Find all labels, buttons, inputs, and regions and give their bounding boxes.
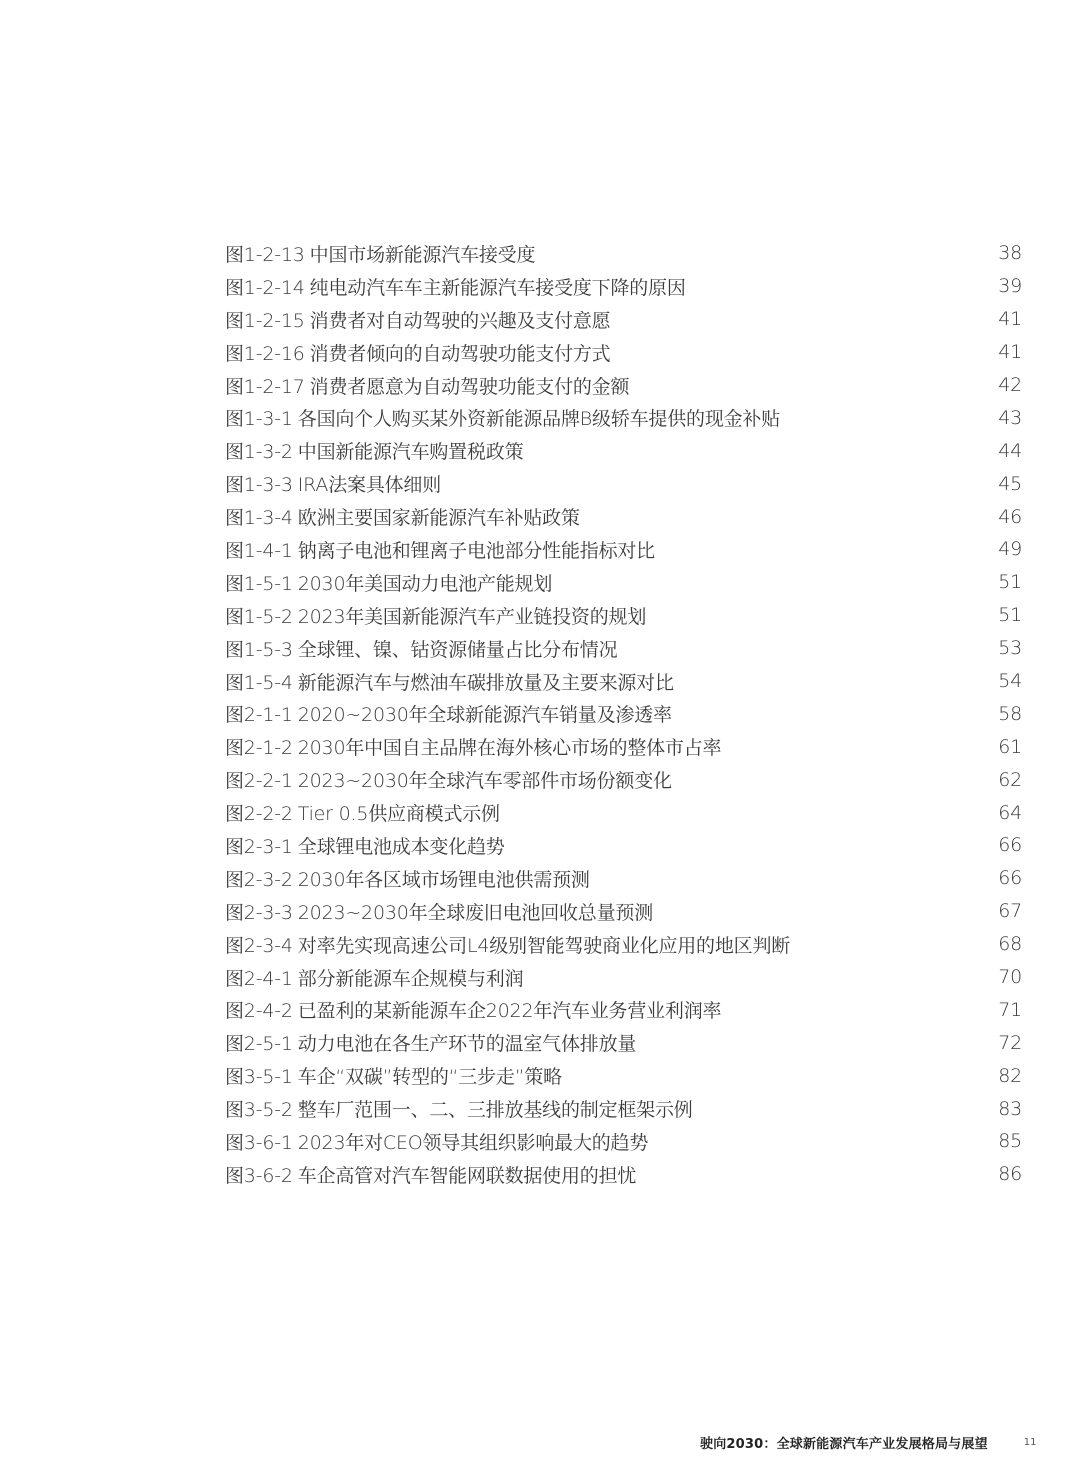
figure-number: 图2-4-2 bbox=[225, 1000, 293, 1023]
toc-entry[interactable] bbox=[225, 401, 1022, 434]
figure-number: 图2-3-1 bbox=[225, 835, 293, 858]
figure-title: 全球锂、镍、钴资源储量占比分布情况 bbox=[297, 638, 618, 661]
page-reference: 44 bbox=[998, 439, 1022, 462]
figure-number: 图2-3-2 bbox=[225, 868, 293, 891]
toc-entry-label bbox=[225, 602, 646, 629]
page-reference: 43 bbox=[998, 406, 1022, 429]
figure-number: 图2-3-3 bbox=[225, 901, 293, 924]
figure-title: 2020~2030年全球新能源汽车销量及渗透率 bbox=[297, 704, 672, 727]
toc-entry-label bbox=[225, 668, 674, 695]
figure-list bbox=[225, 237, 1022, 1191]
page-reference: 51 bbox=[998, 604, 1022, 627]
page-reference: 70 bbox=[998, 966, 1022, 989]
figure-number: 图1-2-16 bbox=[225, 342, 305, 365]
figure-title: 2030年各区域市场锂电池供需预测 bbox=[297, 868, 590, 891]
toc-entry-label bbox=[225, 273, 686, 300]
page-footer bbox=[700, 1433, 1037, 1452]
figure-title: 动力电池在各生产环节的温室气体排放量 bbox=[297, 1033, 637, 1056]
figure-title: 消费者愿意为自动驾驶功能支付的金额 bbox=[309, 375, 630, 398]
figure-title: 欧洲主要国家新能源汽车补贴政策 bbox=[297, 507, 580, 530]
page-reference: 45 bbox=[998, 472, 1022, 495]
figure-number: 图2-1-1 bbox=[225, 704, 293, 727]
toc-entry-label bbox=[225, 536, 655, 563]
figure-number: 图1-5-1 bbox=[225, 572, 293, 595]
toc-entry-label bbox=[225, 240, 535, 267]
toc-entry-label bbox=[225, 898, 653, 925]
figure-number: 图2-4-1 bbox=[225, 967, 293, 990]
figure-number: 图3-5-1 bbox=[225, 1066, 293, 1089]
toc-entry[interactable] bbox=[225, 1158, 1022, 1191]
toc-entry-label bbox=[225, 766, 672, 793]
toc-entry-label bbox=[225, 569, 552, 596]
page-reference: 66 bbox=[998, 834, 1022, 857]
toc-entry-label bbox=[225, 503, 580, 530]
figure-title: 车企“双碳”转型的“三步走”策略 bbox=[297, 1066, 562, 1089]
toc-entry[interactable] bbox=[225, 993, 1022, 1026]
toc-entry-label bbox=[225, 437, 523, 464]
page-reference: 38 bbox=[998, 242, 1022, 265]
toc-entry-label bbox=[225, 996, 721, 1023]
page-reference: 72 bbox=[998, 1031, 1022, 1054]
figure-title: 2030年美国动力电池产能规划 bbox=[297, 572, 553, 595]
page-reference: 39 bbox=[998, 275, 1022, 298]
page-reference: 41 bbox=[998, 308, 1022, 331]
toc-entry[interactable] bbox=[225, 1092, 1022, 1125]
toc-entry-label bbox=[225, 372, 629, 399]
figure-title: 车企高管对汽车智能网联数据使用的担忧 bbox=[297, 1164, 637, 1187]
toc-entry-label bbox=[225, 1161, 636, 1188]
toc-entry[interactable] bbox=[225, 1026, 1022, 1059]
footer-report-title: 驶向2030：全球新能源汽车产业发展格局与展望 bbox=[700, 1437, 988, 1452]
toc-entry[interactable] bbox=[225, 829, 1022, 862]
figure-number: 图2-3-4 bbox=[225, 934, 293, 957]
toc-entry[interactable] bbox=[225, 500, 1022, 533]
figure-number: 图1-2-17 bbox=[225, 375, 305, 398]
toc-entry-label bbox=[225, 470, 441, 497]
toc-entry[interactable] bbox=[225, 895, 1022, 928]
toc-entry-label bbox=[225, 799, 500, 826]
toc-entry[interactable] bbox=[225, 1125, 1022, 1158]
toc-entry[interactable] bbox=[225, 336, 1022, 369]
page-reference: 64 bbox=[998, 801, 1022, 824]
page-reference: 51 bbox=[998, 571, 1022, 594]
figure-number: 图3-5-2 bbox=[225, 1099, 293, 1122]
page-reference: 49 bbox=[998, 538, 1022, 561]
toc-entry[interactable] bbox=[225, 697, 1022, 730]
toc-entry-label bbox=[225, 404, 780, 431]
figure-number: 图1-3-1 bbox=[225, 408, 293, 431]
figure-number: 图3-6-1 bbox=[225, 1131, 293, 1154]
toc-entry-label bbox=[225, 700, 672, 727]
figure-number: 图3-6-2 bbox=[225, 1164, 293, 1187]
toc-entry[interactable] bbox=[225, 533, 1022, 566]
toc-entry[interactable] bbox=[225, 1059, 1022, 1092]
toc-entry[interactable] bbox=[225, 862, 1022, 895]
figure-number: 图1-5-2 bbox=[225, 605, 293, 628]
toc-entry[interactable] bbox=[225, 632, 1022, 665]
figure-title: 消费者对自动驾驶的兴趣及支付意愿 bbox=[309, 309, 611, 332]
toc-entry-label bbox=[225, 964, 523, 991]
figure-title: 已盈利的某新能源车企2022年汽车业务营业利润率 bbox=[297, 1000, 722, 1023]
figure-title: 新能源汽车与燃油车碳排放量及主要来源对比 bbox=[297, 671, 674, 694]
figure-title: 2030年中国自主品牌在海外核心市场的整体市占率 bbox=[297, 737, 722, 760]
toc-entry-label bbox=[225, 832, 505, 859]
figure-title: 2023年对CEO领导其组织影响最大的趋势 bbox=[297, 1131, 649, 1154]
figure-title: 部分新能源车企规模与利润 bbox=[297, 967, 524, 990]
figure-title: 纯电动汽车车主新能源汽车接受度下降的原因 bbox=[309, 276, 686, 299]
figure-title: 2023年美国新能源汽车产业链投资的规划 bbox=[297, 605, 647, 628]
page-reference: 53 bbox=[998, 637, 1022, 660]
figure-number: 图1-3-2 bbox=[225, 441, 293, 464]
figure-title: Tier 0.5供应商模式示例 bbox=[297, 803, 500, 826]
figure-number: 图2-2-1 bbox=[225, 770, 293, 793]
figure-title: 2023~2030年全球汽车零部件市场份额变化 bbox=[297, 770, 672, 793]
page-reference: 58 bbox=[998, 702, 1022, 725]
page-reference: 42 bbox=[998, 374, 1022, 396]
page-reference: 71 bbox=[998, 998, 1022, 1021]
footer-page-number: 11 bbox=[1023, 1437, 1037, 1448]
toc-entry-label bbox=[225, 1095, 693, 1122]
toc-entry-label bbox=[225, 306, 610, 333]
figure-number: 图1-3-3 bbox=[225, 474, 293, 497]
figure-title: 全球锂电池成本变化趋势 bbox=[297, 835, 505, 858]
toc-entry[interactable] bbox=[225, 928, 1022, 961]
page-reference: 41 bbox=[998, 341, 1022, 364]
toc-entry[interactable] bbox=[225, 303, 1022, 336]
page-reference: 66 bbox=[998, 867, 1022, 890]
page-reference: 61 bbox=[998, 735, 1022, 758]
figure-title: 各国向个人购买某外资新能源品牌B级轿车提供的现金补贴 bbox=[297, 408, 781, 431]
toc-entry[interactable] bbox=[225, 730, 1022, 763]
toc-entry-label bbox=[225, 733, 721, 760]
page-reference: 46 bbox=[998, 505, 1022, 528]
toc-entry-label bbox=[225, 931, 790, 958]
toc-entry[interactable] bbox=[225, 763, 1022, 796]
figure-title: 消费者倾向的自动驾驶功能支付方式 bbox=[309, 342, 611, 365]
toc-entry-label bbox=[225, 339, 610, 366]
figure-title: 整车厂范围一、二、三排放基线的制定框架示例 bbox=[297, 1099, 693, 1122]
figure-number: 图2-2-2 bbox=[225, 803, 293, 826]
figure-title: 钠离子电池和锂离子电池部分性能指标对比 bbox=[297, 539, 655, 562]
page-reference: 67 bbox=[998, 900, 1022, 923]
toc-entry-label bbox=[225, 865, 590, 892]
page-reference: 86 bbox=[998, 1163, 1022, 1186]
page-reference: 85 bbox=[998, 1130, 1022, 1153]
figure-number: 图2-5-1 bbox=[225, 1033, 293, 1056]
figure-title: IRA法案具体细则 bbox=[297, 474, 442, 497]
figure-number: 图1-2-15 bbox=[225, 309, 305, 332]
toc-entry[interactable] bbox=[225, 566, 1022, 599]
figure-title: 中国新能源汽车购置税政策 bbox=[297, 441, 524, 464]
toc-entry[interactable] bbox=[225, 599, 1022, 632]
toc-entry[interactable] bbox=[225, 961, 1022, 994]
toc-entry[interactable] bbox=[225, 434, 1022, 467]
figure-number: 图1-2-13 bbox=[225, 243, 305, 266]
figure-number: 图1-2-14 bbox=[225, 276, 305, 299]
toc-entry[interactable] bbox=[225, 796, 1022, 829]
toc-entry[interactable] bbox=[225, 369, 1022, 402]
toc-entry-label bbox=[225, 1029, 636, 1056]
toc-entry[interactable] bbox=[225, 270, 1022, 303]
toc-entry[interactable] bbox=[225, 665, 1022, 698]
toc-entry[interactable] bbox=[225, 467, 1022, 500]
toc-entry-label bbox=[225, 635, 617, 662]
page-reference: 82 bbox=[998, 1064, 1022, 1087]
toc-entry[interactable] bbox=[225, 237, 1022, 270]
figure-number: 图1-5-4 bbox=[225, 671, 293, 694]
toc-entry-label bbox=[225, 1128, 648, 1155]
figure-title: 对率先实现高速公司L4级别智能驾驶商业化应用的地区判断 bbox=[297, 934, 791, 957]
toc-entry-label bbox=[225, 1062, 562, 1089]
page-reference: 68 bbox=[998, 933, 1022, 956]
page-reference: 62 bbox=[998, 768, 1022, 791]
figure-title: 2023~2030年全球废旧电池回收总量预测 bbox=[297, 901, 654, 924]
figure-number: 图1-4-1 bbox=[225, 539, 293, 562]
page-reference: 54 bbox=[998, 670, 1022, 693]
figure-title: 中国市场新能源汽车接受度 bbox=[309, 243, 536, 266]
figure-number: 图1-3-4 bbox=[225, 507, 293, 530]
figure-number: 图2-1-2 bbox=[225, 737, 293, 760]
page-reference: 83 bbox=[998, 1097, 1022, 1120]
figure-number: 图1-5-3 bbox=[225, 638, 293, 661]
